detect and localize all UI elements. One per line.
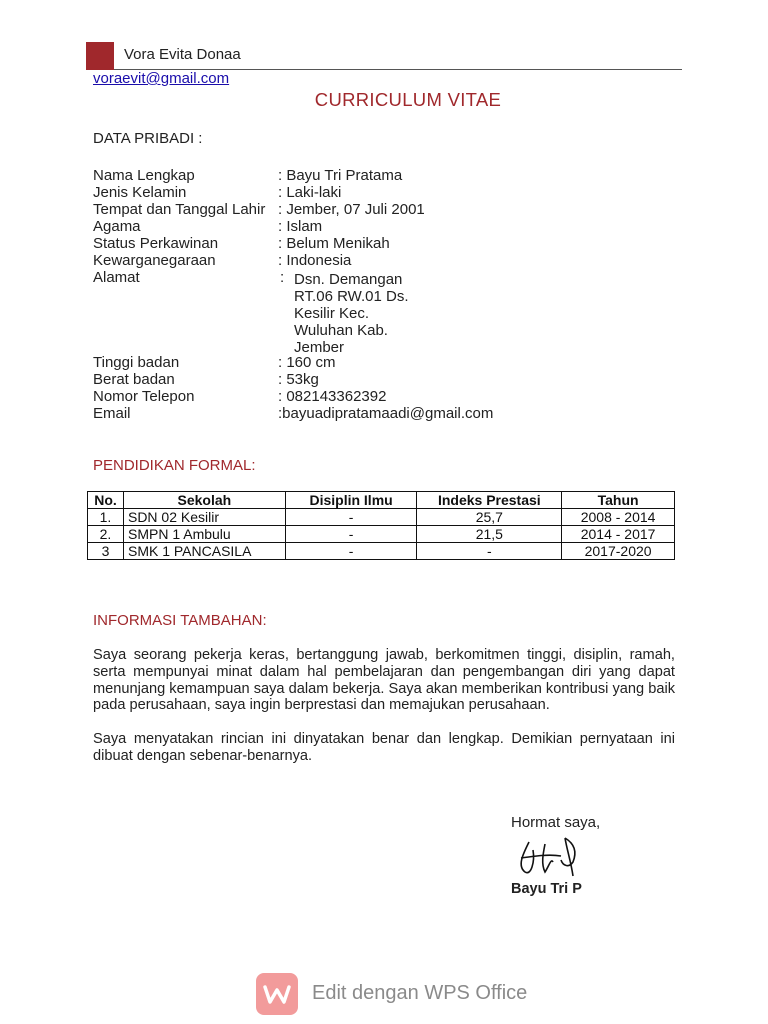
edit-with-wps-link[interactable]: Edit dengan WPS Office <box>312 982 528 1004</box>
header-email-link[interactable]: voraevit@gmail.com <box>93 70 230 87</box>
value-agama: : Islam <box>278 218 323 235</box>
table-header-row <box>88 492 675 509</box>
label-alamat: Alamat <box>93 269 140 286</box>
column-header: Disiplin Ilmu <box>285 492 417 509</box>
table-cell: SMK 1 PANCASILA <box>123 543 285 560</box>
label-kewarganegaraan: Kewarganegaraan <box>93 252 216 269</box>
table-row <box>88 543 675 560</box>
value-email: :bayuadipratamaadi@gmail.com <box>278 405 494 422</box>
value-nama: : Bayu Tri Pratama <box>278 167 403 184</box>
value-status: : Belum Menikah <box>278 235 390 252</box>
alamat-colon: : <box>280 269 285 286</box>
column-header: Indeks Prestasi <box>417 492 562 509</box>
informasi-paragraph: Saya seorang pekerja keras, bertanggung jawab, berkomitmen tinggi, disiplin, ramah, serta mempunyai minat dalam hal pembelajaran dan pengembangan diri yang dapat menunjang kemampuan saya dalam bekerja. Saya akan memberikan kontribusi yang baik pada perusahaan, saya ingin berprestasi dan memajukan perusahaan. <box>93 647 675 714</box>
table-cell: - <box>285 543 417 560</box>
label-telepon: Nomor Telepon <box>93 388 195 405</box>
table-cell: 2017-2020 <box>562 543 675 560</box>
table-cell: - <box>417 543 562 560</box>
label-status: Status Perkawinan <box>93 235 219 252</box>
table-cell: 25,7 <box>417 509 562 526</box>
label-jenis-kelamin: Jenis Kelamin <box>93 184 187 201</box>
handwritten-signature-icon <box>515 832 595 880</box>
table-cell: 21,5 <box>417 526 562 543</box>
alamat-line: Wuluhan Kab. <box>294 322 388 339</box>
value-ttl: : Jember, 07 Juli 2001 <box>278 201 425 218</box>
table-cell: SMPN 1 Ambulu <box>123 526 285 543</box>
alamat-line: Dsn. Demangan <box>294 271 403 288</box>
page-title: CURRICULUM VITAE <box>314 89 502 110</box>
table-cell: 1. <box>88 509 124 526</box>
table-cell: 2008 - 2014 <box>562 509 675 526</box>
column-header: Tahun <box>562 492 675 509</box>
alamat-line: Kesilir Kec. <box>294 305 370 322</box>
header-accent-square <box>86 42 114 70</box>
label-agama: Agama <box>93 218 141 235</box>
table-row <box>88 509 675 526</box>
alamat-line: RT.06 RW.01 Ds. <box>294 288 409 305</box>
column-header: No. <box>88 492 124 509</box>
table-cell: 2014 - 2017 <box>562 526 675 543</box>
value-alamat <box>294 271 409 356</box>
table-cell: - <box>285 509 417 526</box>
table-cell: 3 <box>88 543 124 560</box>
label-nama: Nama Lengkap <box>93 167 195 184</box>
label-berat: Berat badan <box>93 371 175 388</box>
table-row <box>88 526 675 543</box>
label-tinggi: Tinggi badan <box>93 354 180 371</box>
education-table <box>87 491 675 560</box>
wps-office-logo-icon[interactable] <box>256 973 298 1015</box>
pendidikan-heading: PENDIDIKAN FORMAL: <box>93 457 256 474</box>
label-ttl: Tempat dan Tanggal Lahir <box>93 201 266 218</box>
value-tinggi: : 160 cm <box>278 354 336 371</box>
informasi-heading: INFORMASI TAMBAHAN: <box>93 612 267 629</box>
header-name: Vora Evita Donaa <box>124 46 241 63</box>
pernyataan-paragraph: Saya menyatakan rincian ini dinyatakan benar dan lengkap. Demikian pernyataan ini dibuat dengan sebenar-benarnya. <box>93 731 675 764</box>
table-cell: - <box>285 526 417 543</box>
column-header: Sekolah <box>123 492 285 509</box>
data-pribadi-heading: DATA PRIBADI : <box>93 130 203 147</box>
table-cell: SDN 02 Kesilir <box>123 509 285 526</box>
table-cell: 2. <box>88 526 124 543</box>
signer-name: Bayu Tri P <box>511 881 582 897</box>
label-email: Email <box>93 405 131 422</box>
value-kewarganegaraan: : Indonesia <box>278 252 352 269</box>
alamat-line: Jember <box>294 339 345 356</box>
value-jenis-kelamin: : Laki-laki <box>278 184 342 201</box>
closing-greeting: Hormat saya, <box>511 814 601 831</box>
value-berat: : 53kg <box>278 371 319 388</box>
value-telepon: : 082143362392 <box>278 388 387 405</box>
